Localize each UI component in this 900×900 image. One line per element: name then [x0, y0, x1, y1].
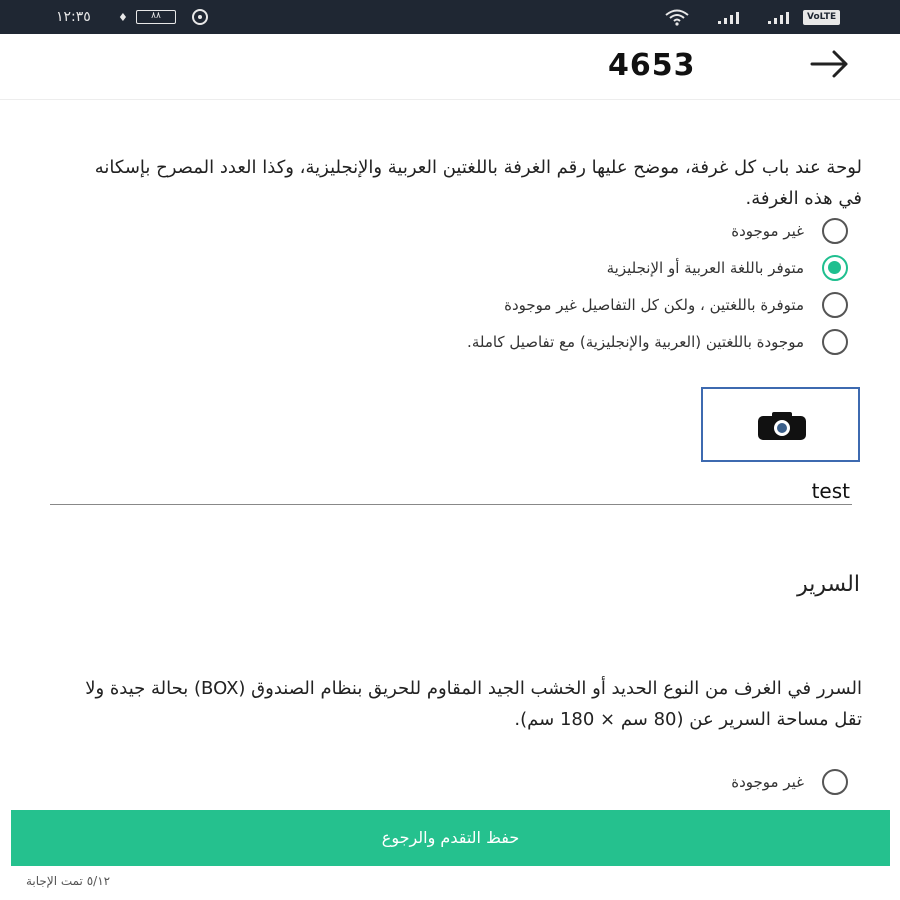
- radio-button[interactable]: [822, 329, 848, 355]
- section-title: السرير: [797, 572, 860, 597]
- question-text: لوحة عند باب كل غرفة، موضح عليها رقم الغرفة باللغتين العربية والإنجليزية، وكذا العدد المصرح بإسكانه في هذه الغرفة.: [94, 157, 862, 209]
- option-radio[interactable]: [504, 290, 848, 320]
- progress-counter: ٥/١٢ تمت الإجابة: [26, 874, 111, 888]
- option-label: غير موجودة: [731, 773, 804, 791]
- wifi-icon: [664, 8, 690, 30]
- radio-button[interactable]: [822, 769, 848, 795]
- app-header: [0, 34, 900, 100]
- battery-icon: ٨٨: [136, 10, 176, 24]
- option-label: متوفر باللغة العربية أو الإنجليزية: [606, 259, 804, 277]
- radio-button-selected[interactable]: [822, 255, 848, 281]
- question-text: السرر في الغرف من النوع الحديد أو الخشب الجيد المقاوم للحريق بنظام الصندوق (BOX) بحالة جيدة ولا تقل مساحة السرير عن (80 سم × 180 سم).: [85, 678, 862, 730]
- volte-badge: VoLTE: [803, 10, 840, 25]
- page-title: 4653: [608, 48, 696, 83]
- option-radio[interactable]: [731, 767, 848, 797]
- add-photo-button[interactable]: [701, 387, 860, 462]
- status-notification-icon: ♦: [118, 11, 128, 24]
- status-time: ١٢:٣٥: [56, 9, 91, 25]
- alarm-icon: [192, 9, 208, 25]
- option-radio[interactable]: [607, 253, 848, 283]
- option-radio[interactable]: [731, 216, 848, 246]
- status-bar: [0, 0, 900, 34]
- radio-button[interactable]: [822, 218, 848, 244]
- option-radio[interactable]: [467, 327, 848, 357]
- save-and-back-button[interactable]: حفظ التقدم والرجوع: [11, 810, 890, 866]
- option-label: غير موجودة: [731, 222, 804, 240]
- option-label: متوفرة باللغتين ، ولكن كل التفاصيل غير موجودة: [504, 296, 804, 314]
- signal-icon: [768, 12, 794, 24]
- radio-button[interactable]: [822, 292, 848, 318]
- option-label: موجودة باللغتين (العربية والإنجليزية) مع تفاصيل كاملة.: [467, 333, 804, 351]
- arrow-right-icon[interactable]: [806, 44, 854, 84]
- signal-icon: [718, 12, 744, 24]
- answer-input[interactable]: [50, 477, 852, 505]
- camera-icon: [756, 411, 808, 441]
